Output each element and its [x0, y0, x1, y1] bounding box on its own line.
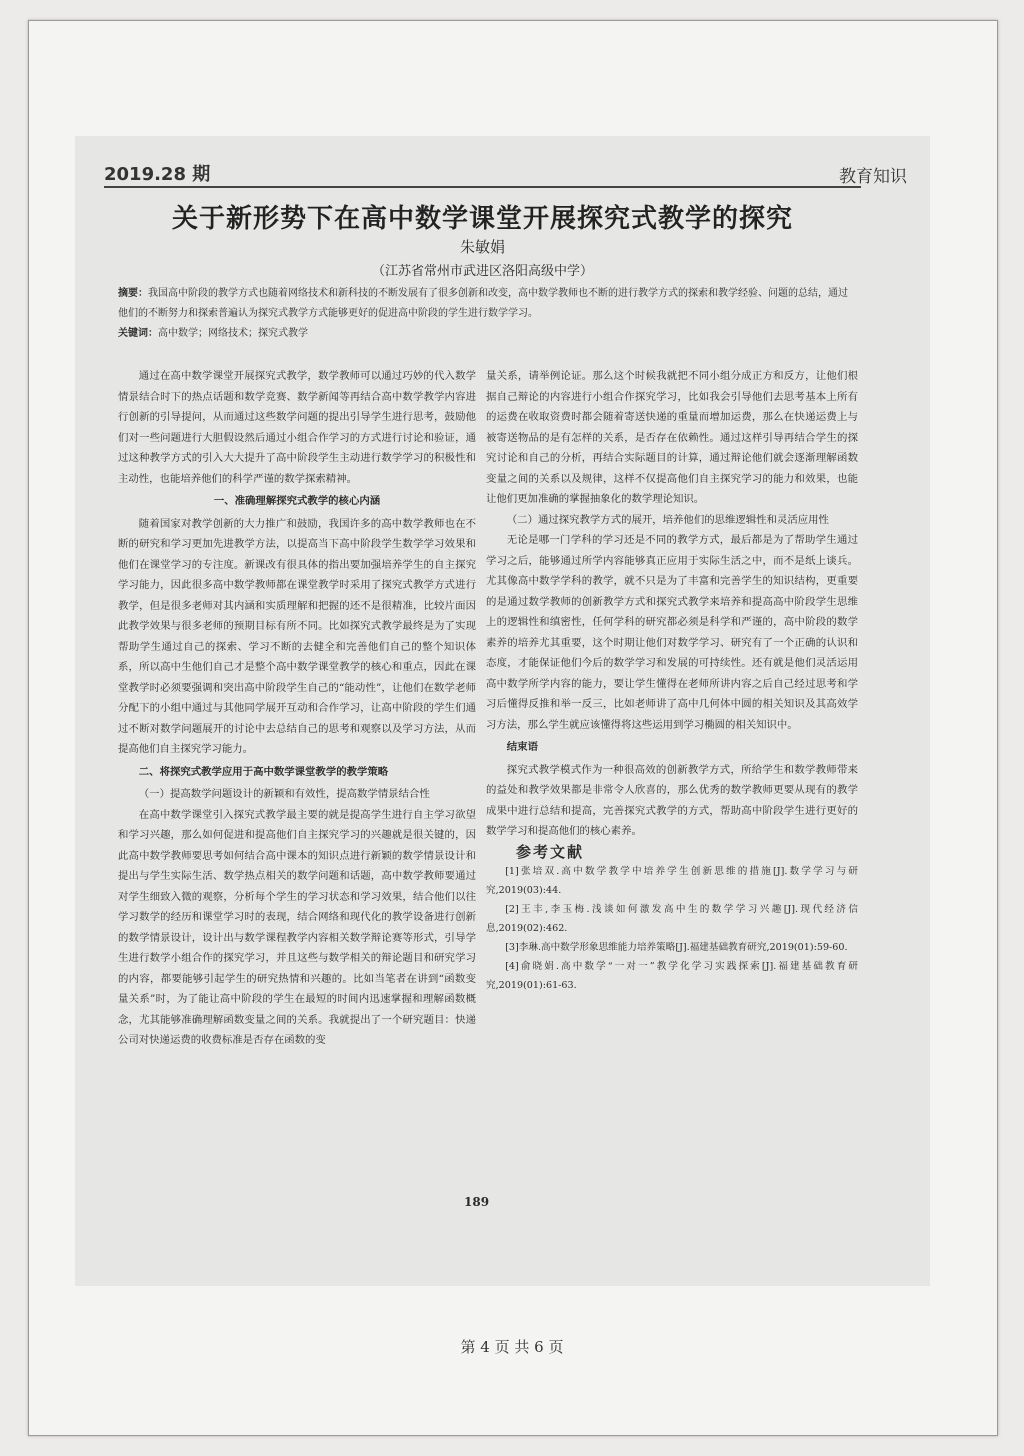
keywords: [118, 324, 856, 344]
journal-page-number: 189: [464, 1195, 490, 1209]
subheading-1: （一）提高数学问题设计的新颖和有效性，提高数学情景结合性: [138, 788, 430, 800]
paragraph-2: 在高中数学课堂引入探究式教学最主要的就是提高学生进行自主学习欲望和学习兴趣，那么如何促进和提高他们自主探究学习的兴趣就是很关键的，因此高中数学教师要思考如何结合高中课本的知识点进行新颖的数学情景设计和提出与学生实际生活、数学热点相关的数学问题和话题，高中数学教师要通过对学生细致入微的观察，分析每个学生的学习状态和学习效果，结合他们以往学习数学的经历和课堂学习时的表现，结合网络和现代化的教学设备进行创新的数学情景设计，设计出与数学课程教学内容相关数学辩论赛等形式，引导学生进行数学小组合作的探究学习，并且这些与数学相关的辩论题目和研究学习的内容，都要能够引起学生的研究热情和兴趣的。比如当笔者在讲到“函数变量关系”时，为了能让高中阶段的学生在最短的时间内迅速掌握和理解函数概念，尤其能够准确理解函数变量之间的关系。我就提出了一个研究题目：快递公司对快递运费的收费标准是否存在函数的变: [118, 808, 476, 1046]
reference-item: [2]王丰,李玉梅.浅谈如何激发高中生的数学学习兴趣[J].现代经济信息,2019(02):462.: [486, 904, 858, 934]
header-rule: [104, 186, 861, 188]
conclusion-heading: 结束语: [506, 741, 538, 753]
article-title: 关于新形势下在高中数学课堂开展探究式教学的探究: [171, 204, 793, 234]
intro-paragraph: 通过在高中数学课堂开展探究式教学，数学教师可以通过巧妙的代入数学情景结合时下的热点话题和数学竞赛、数学新闻等再结合高中数学教学内容进行创新的引导提问，从而通过这些数学问题的提出引导学生进行思考，鼓励他们对一些问题进行大胆假设然后通过小组合作学习的方式进行讨论和验证，通过这种教学方式的引入大大提升了高中阶段学生主动进行数学学习的积极性和主动性，也能培养他们的科学严谨的数学探索精神。: [118, 370, 476, 485]
paragraph-continued: 量关系，请举例论证。那么这个时候我就把不同小组分成正方和反方，让他们根据自己辩论的内容进行小组合作探究学习，比如我会引导他们去思考基本上所有的运费在收取资费时都会随着寄送快递的重量而增加运费，那么在快递运费上与被寄送物品的是有怎样的关系，是否存在依赖性。通过这样引导再结合学生的探究讨论和自己的分析，再结合实际题目的计算，通过辩论他们就会逐渐理解函数变量之间的关系以及规律，这样不仅提高他们自主探究学习的能力和效果，也能让他们更加准确的掌握抽象化的数学理论知识。: [486, 370, 858, 505]
abstract-label: 摘要：: [118, 288, 148, 299]
conclusion-text: 探究式教学模式作为一种很高效的创新教学方式，所给学生和数学教师带来的益处和教学效果都是非常令人欣喜的，那么优秀的数学教师更要从现有的教学成果中进行总结和提高，完善探究式教学的方式，帮助高中阶段学生进行更好的数学学习和提高他们的核心素养。: [486, 763, 858, 837]
heading-1: 一、准确理解探究式教学的核心内涵: [213, 495, 381, 507]
right-column: [486, 366, 858, 995]
subheading-2: （二）通过探究教学方式的展开，培养他们的思维逻辑性和灵活应用性: [506, 513, 829, 526]
reference-item: [1]张培双.高中数学教学中培养学生创新思维的措施[J].数学学习与研究,2019(03):44.: [486, 866, 858, 896]
left-column: [118, 366, 476, 1051]
article-author: 朱敏娟: [459, 238, 505, 256]
keywords-label: 关键词：: [118, 328, 158, 339]
document-footer: 第 4 页 共 6 页: [460, 1338, 564, 1356]
author-affiliation: （江苏省常州市武进区洛阳高级中学）: [371, 264, 593, 279]
reference-item: [4]俞晓娟.高中数学“一对一”教学化学习实践探索[J].福建基础教育研究,2019(01):61-63.: [486, 961, 858, 991]
section-name: 教育知识: [839, 167, 907, 187]
abstract: [118, 284, 856, 324]
heading-2: 二、将探究式教学应用于高中数学课堂教学的教学策略: [138, 765, 389, 778]
keywords-text: 高中数学；网络技术；探究式教学: [158, 328, 308, 339]
paragraph-1: 随着国家对教学创新的大力推广和鼓励，我国许多的高中数学教师也在不断的研究和学习更加先进教学方法，以提高当下高中阶段学生数学学习效果和他们在课堂学习的专注度。新课改有很具体的指出要加强培养学生的自主探究学习能力，因此很多高中数学教师都在课堂教学时采用了探究式教学方式进行教学，但是很多老师对其内涵和实质理解和把握的还不是很精准，比较片面因此教学效果与很多老师的预期目标有所不同。比如探究式教学最终是为了实现帮助学生通过自己的探索、学习不断的去健全和完善他们自己的整个知识体系，所以高中生他们自己才是整个高中数学课堂教学的核心和重点，因此在课堂教学时必须要强调和突出高中阶段学生自己的“能动性”，让他们在数学老师分配下的小组中通过与其他同学展开互动和合作学习，让高中阶段的学生们通过不断对数学问题展开的讨论中去总结自己的思考和观察以及学习方法，从而提高他们自主探究学习能力。: [118, 517, 476, 755]
references-title: 参考文献: [516, 842, 585, 861]
issue-number: 2019.28 期: [104, 164, 211, 185]
paragraph-3: 无论是哪一门学科的学习还是不同的教学方式，最后都是为了帮助学生通过学习之后，能够通过所学内容能够真正应用于实际生活之中，而不是纸上谈兵。尤其像高中数学学科的教学，就不只是为了丰富和完善学生的知识结构，更重要的是通过数学教师的创新教学方式和探究式教学来培养和提高高中阶段学生思维上的逻辑性和缜密性，任何学科的研究都必须是科学和严谨的，高中阶段的数学素养的培养尤其重要，这个时期让他们对数学学习、研究有了一个正确的认识和态度，才能保证他们今后的数学学习和发展的可持续性。还有就是他们灵活运用高中数学所学内容的能力，要让学生懂得在老师所讲内容之后自己经过思考和学习后懂得反推和举一反三，比如老师讲了高中几何体中圆的相关知识及其高效学习方法，那么学生就应该懂得将这些运用到学习椭圆的相关知识中。: [486, 534, 858, 731]
abstract-text: 我国高中阶段的教学方式也随着网络技术和新科技的不断发展有了很多创新和改变，高中数学教师也不断的进行教学方式的探索和教学经验、问题的总结，通过他们的不断努力和探索普遍认为探究式教学方式能够更好的促进高中阶段的学生进行数学学习。: [118, 288, 848, 319]
abstract-block: [118, 284, 856, 344]
reference-item: [3]李琳.高中数学形象思维能力培养策略[J].福建基础教育研究,2019(01):59-60.: [505, 942, 848, 953]
